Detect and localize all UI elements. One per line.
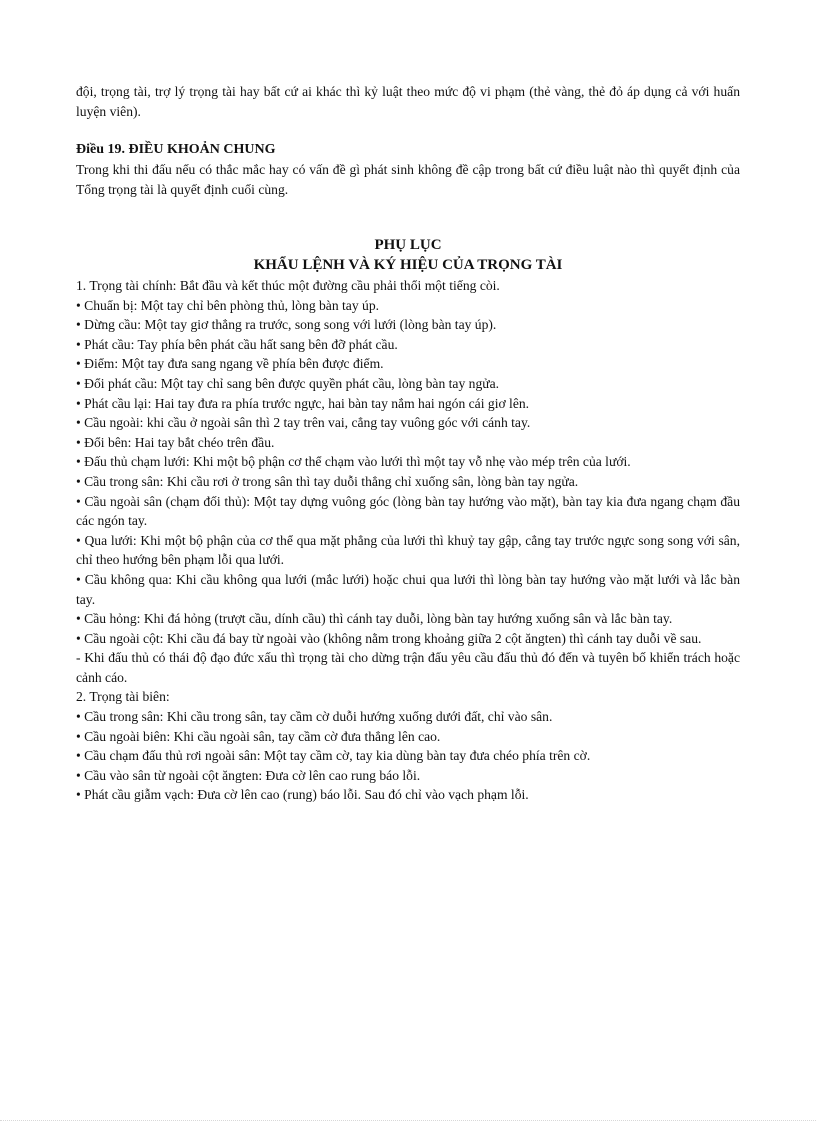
list-item: • Cầu ngoài sân (chạm đối thủ): Một tay dựng vuông góc (lòng bàn tay hướng vào mặt), bàn tay kia đưa ngang chạm đầu các ngón tay. xyxy=(76,493,740,529)
list-item: • Cầu chạm đấu thủ rơi ngoài sân: Một tay cầm cờ, tay kia dùng bàn tay đưa chéo phía trên cờ. xyxy=(76,748,591,764)
list-item: • Cầu vào sân từ ngoài cột ăngten: Đưa cờ lên cao rung báo lỗi. xyxy=(76,767,421,783)
appendix-subtitle: KHẨU LỆNH VÀ KÝ HIỆU CỦA TRỌNG TÀI xyxy=(253,257,563,273)
referee-signals-list xyxy=(76,276,740,805)
list-item: 2. Trọng tài biên: xyxy=(76,689,170,705)
appendix-title: PHỤ LỤC xyxy=(374,237,442,253)
page-bottom-divider xyxy=(0,1120,816,1121)
list-item: • Dừng cầu: Một tay giơ thẳng ra trước, song song với lưới (lòng bàn tay úp). xyxy=(76,317,497,333)
list-item: • Cầu hỏng: Khi đá hỏng (trượt cầu, dính cầu) thì cánh tay duỗi, lòng bàn tay hướng xuống sân và lắc bàn tay. xyxy=(76,611,673,627)
list-item: - Khi đấu thủ có thái độ đạo đức xấu thì trọng tài cho dừng trận đấu yêu cầu đấu thủ đó đến và tuyên bố khiển trách hoặc cảnh cáo. xyxy=(76,650,740,685)
list-item: • Đấu thủ chạm lưới: Khi một bộ phận cơ thể chạm vào lưới thì một tay vỗ nhẹ vào mép trên của lưới. xyxy=(76,454,631,470)
article-body: Trong khi thi đấu nếu có thắc mắc hay có vấn đề gì phát sinh không đề cập trong bất cứ điều luật nào thì quyết định của Tổng trọng tài là quyết định cuối cùng. xyxy=(76,162,740,197)
list-item: • Cầu ngoài: khi cầu ở ngoài sân thì 2 tay trên vai, cẳng tay vuông góc với cánh tay. xyxy=(76,415,531,431)
list-item: • Chuẩn bị: Một tay chỉ bên phòng thủ, lòng bàn tay úp. xyxy=(76,297,380,313)
list-item: • Cầu trong sân: Khi cầu trong sân, tay cầm cờ duỗi hướng xuống dưới đất, chỉ vào sân. xyxy=(76,709,553,725)
list-item: • Đổi bên: Hai tay bắt chéo trên đầu. xyxy=(76,434,275,450)
list-item: • Phát cầu: Tay phía bên phát cầu hất sang bên đỡ phát cầu. xyxy=(76,336,398,352)
list-item: • Điểm: Một tay đưa sang ngang về phía bên được điểm. xyxy=(76,356,384,372)
list-item: • Cầu không qua: Khi cầu không qua lưới (mắc lưới) hoặc chui qua lưới thì lòng bàn tay hướng vào mặt lưới và lắc bàn tay. xyxy=(76,571,740,607)
list-item: 1. Trọng tài chính: Bắt đầu và kết thúc một đường cầu phải thổi một tiếng còi. xyxy=(76,278,500,293)
list-item: • Phát cầu giẫm vạch: Đưa cờ lên cao (rung) báo lỗi. Sau đó chỉ vào vạch phạm lỗi. xyxy=(76,787,529,803)
list-item: • Cầu trong sân: Khi cầu rơi ở trong sân thì tay duỗi thẳng chỉ xuống sân, lòng bàn tay ngửa. xyxy=(76,473,579,489)
list-item: • Cầu ngoài biên: Khi cầu ngoài sân, tay cầm cờ đưa thẳng lên cao. xyxy=(76,728,441,744)
article-heading: Điều 19. ĐIỀU KHOẢN CHUNG xyxy=(76,142,276,157)
continuation-paragraph: đội, trọng tài, trợ lý trọng tài hay bất cứ ai khác thì kỷ luật theo mức độ vi phạm (thẻ vàng, thẻ đỏ áp dụng cả với huấn luyện viên). xyxy=(76,84,740,119)
list-item: • Qua lưới: Khi một bộ phận của cơ thể qua mặt phẳng của lưới thì khuỷ tay gập, cẳng tay trước ngực song song với sân, chỉ theo hướng bên phạm lỗi qua lưới. xyxy=(76,532,740,568)
list-item: • Đổi phát cầu: Một tay chỉ sang bên được quyền phát cầu, lòng bàn tay ngửa. xyxy=(76,375,500,391)
list-item: • Phát cầu lại: Hai tay đưa ra phía trước ngực, hai bàn tay nắm hai ngón cái giơ lên. xyxy=(76,395,530,411)
list-item: • Cầu ngoài cột: Khi cầu đá bay từ ngoài vào (không nằm trong khoảng giữa 2 cột ăngten) thì cánh tay duỗi về sau. xyxy=(76,630,702,646)
